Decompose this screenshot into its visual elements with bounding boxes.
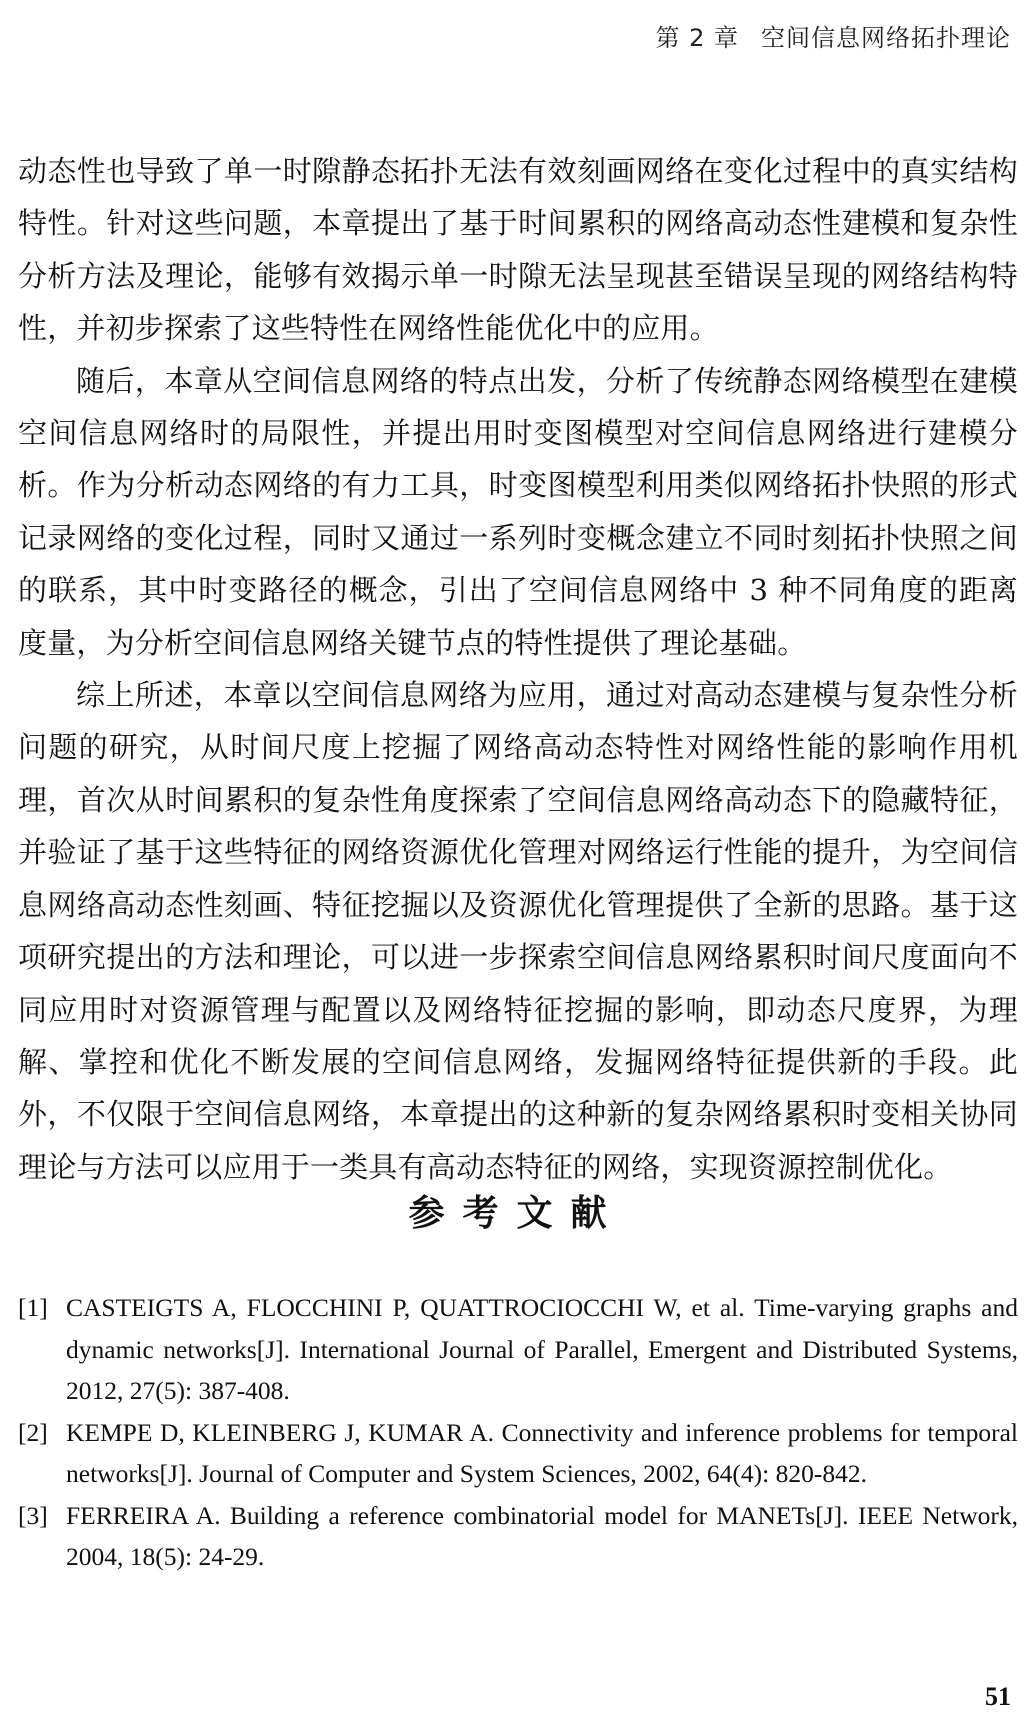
- reference-item: [18, 1287, 1018, 1412]
- references-heading: 参考文献: [408, 1193, 625, 1234]
- reference-text: CASTEIGTS A, FLOCCHINI P, QUATTROCIOCCHI W, et al. Time-varying graphs and dynamic networks[J]. International Journal of Parallel, Emergent and Distributed Systems, 2012, 27(5): 387-408.: [66, 1293, 1018, 1405]
- header-title: 空间信息网络拓扑理论: [761, 24, 1011, 52]
- reference-number: [1]: [18, 1293, 48, 1322]
- running-header: [655, 18, 1011, 53]
- reference-number: [2]: [18, 1417, 48, 1447]
- reference-number: [3]: [18, 1500, 48, 1530]
- paragraph-3: 综上所述，本章以空间信息网络为应用，通过对高动态建模与复杂性分析问题的研究，从时间尺度上挖掘了网络高动态特性对网络性能的影响作用机理，首次从时间累积的复杂性角度探索了空间信息网络高动态下的隐藏特征，并验证了基于这些特征的网络资源优化管理对网络运行性能的提升，为空间信息网络高动态性刻画、特征挖掘以及资源优化管理提供了全新的思路。基于这项研究提出的方法和理论，可以进一步探索空间信息网络累积时间尺度面向不同应用时对资源管理与配置以及网络特征挖掘的影响，即动态尺度界，为理解、掌控和优化不断发展的空间信息网络，发掘网络特征提供新的手段。此外，不仅限于空间信息网络，本章提出的这种新的复杂网络累积时变相关协同理论与方法可以应用于一类具有高动态特征的网络，实现资源控制优化。: [18, 678, 1018, 1184]
- reference-item: [18, 1495, 1018, 1578]
- paragraph-continuation: 动态性也导致了单一时隙静态拓扑无法有效刻画网络在变化过程中的真实结构特性。针对这些问题，本章提出了基于时间累积的网络高动态性建模和复杂性分析方法及理论，能够有效揭示单一时隙无法呈现甚至错误呈现的网络结构特性，并初步探索了这些特性在网络性能优化中的应用。: [18, 154, 1018, 346]
- body-text: [18, 145, 1018, 1193]
- paragraph-2: 随后，本章从空间信息网络的特点出发，分析了传统静态网络模型在建模空间信息网络时的局限性，并提出用时变图模型对空间信息网络进行建模分析。作为分析动态网络的有力工具，时变图模型利用类似网络拓扑快照的形式记录网络的变化过程，同时又通过一系列时变概念建立不同时刻拓扑快照之间的联系，其中时变路径的概念，引出了空间信息网络中 3 种不同角度的距离度量，为分析空间信息网络关键节点的特性提供了理论基础。: [18, 363, 1018, 660]
- reference-item: [18, 1412, 1018, 1495]
- reference-text: FERREIRA A. Building a reference combinatorial model for MANETs[J]. IEEE Network, 2004, 18(5): 24-29.: [66, 1500, 1018, 1571]
- reference-text: KEMPE D, KLEINBERG J, KUMAR A. Connectivity and inference problems for temporal networks[J]. Journal of Computer and System Sciences, 2002, 64(4): 820-842.: [66, 1417, 1018, 1488]
- header-chapter: 第 2 章: [655, 24, 739, 52]
- page-number: 51: [985, 1682, 1011, 1711]
- references-list: [18, 1287, 1018, 1578]
